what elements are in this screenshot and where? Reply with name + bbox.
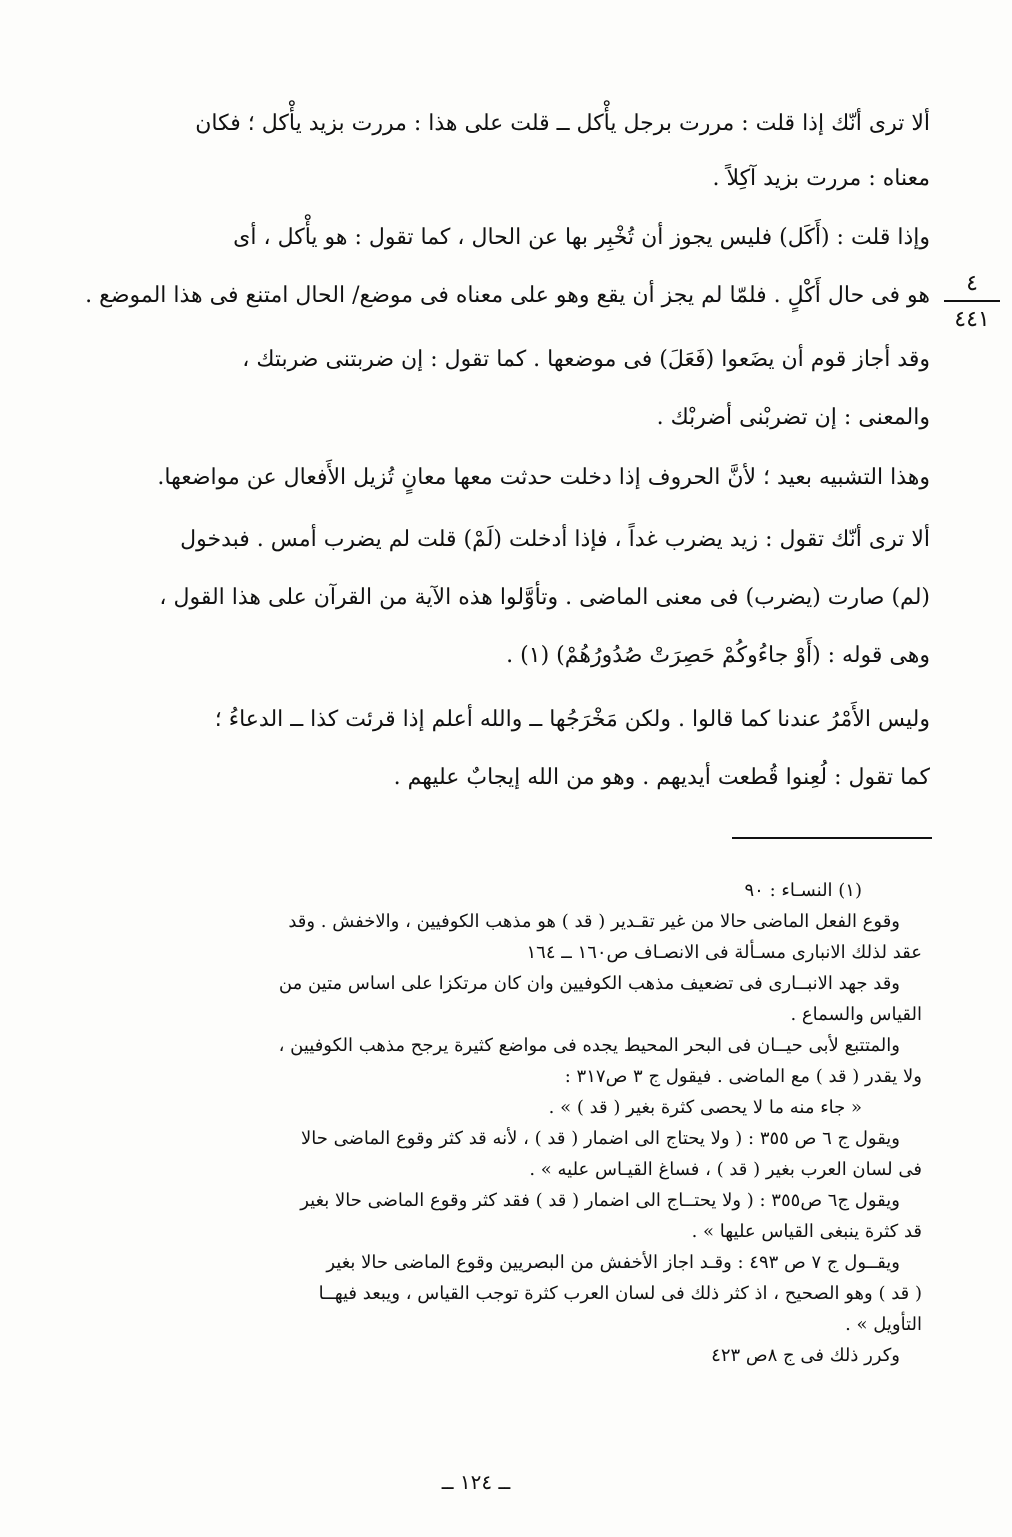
footnote-line: وقوع الفعل الماضى حالا من غير تقـدير ( قد ) هو مذهب الكوفيين ، والاخفش . وقد — [288, 911, 900, 932]
paragraph-2 — [70, 209, 930, 325]
margin-ref-top: ٤ — [944, 272, 1000, 302]
footnote-line: وقد جهد الانبــارى فى تضعيف مذهب الكوفيين وان كان مرتكزا على اساس متين من — [278, 973, 900, 994]
footnote-line: التأويل » . — [845, 1314, 922, 1335]
footnote-line: القياس والسماع . — [790, 1004, 922, 1025]
text-line: والمعنى : إن تضربْنى أضربْك . — [656, 405, 930, 430]
text-line: ألا ترى أنّك إذا قلت : مررت برجل يأْكل ــ قلت على هذا : مررت بزيد يأْكل ؛ فكان — [195, 111, 930, 136]
text-line: ألا ترى أنّك تقول : زيد يضرب غداً ، فإذا أدخلت (لَمْ) قلت لم يضرب أمس . فبدخول — [180, 527, 930, 552]
footnote-line: ويقول ج٦ ص٣٥٥ : ( ولا يحتــاج الى اضمار ( قد ) فقد كثر وقوع الماضى حالا بغير — [300, 1190, 900, 1211]
text-line: وهذا التشبيه بعيد ؛ لأنَّ الحروف إذا دخلت حدثت معها معانٍ تُزيل الأَفعال عن مواضعها. — [157, 465, 930, 490]
paragraph-1 — [70, 95, 930, 205]
main-text — [70, 95, 930, 807]
footnote-separator — [732, 837, 932, 839]
text-line: وليس الأَمْرُ عندنا كما قالوا . ولكن مَخْرَجُها ــ والله أعلم إذا قرئت كذا ــ الدعاءُ ؛ — [214, 707, 930, 732]
paragraph-3 — [70, 331, 930, 447]
footnote-line: فى لسان العرب بغير ( قد ) ، فساغ القيـاس عليه » . — [529, 1159, 922, 1180]
text-line: كما تقول : لُعِنوا قُطعت أيديهم . وهو من الله إيجابٌ عليهم . — [393, 765, 930, 790]
paragraph-6 — [70, 691, 930, 807]
margin-ref-bottom: ٤٤١ — [954, 307, 990, 332]
text-line: معناه : مررت بزيد آكِلاً . — [712, 166, 930, 191]
text-line: وهى قوله : (أَوْ جاءُوكُمْ حَصِرَتْ صُدُورُهُمْ) (١) . — [506, 643, 930, 668]
footnote-line: ( قد ) وهو الصحيح ، اذ كثر ذلك فى لسان العرب كثرة توجب القياس ، ويبعد فيهــا — [318, 1283, 922, 1304]
footnote-line: ولا يقدر ( قد ) مع الماضى . فيقول ج ٣ ص٣١٧ : — [564, 1066, 922, 1087]
footnote-line: قد كثرة ينبغى القياس عليها » . — [691, 1221, 922, 1242]
footnote-line: والمتتبع لأبى حيــان فى البحر المحيط يجده فى مواضع كثيرة يرجح مذهب الكوفيين ، — [278, 1035, 900, 1056]
page-number: ــ ١٢٤ ــ — [441, 1470, 511, 1494]
footnotes — [66, 875, 922, 1371]
footnote-line: ويقول ج ٦ ص ٣٥٥ : ( ولا يحتاج الى اضمار ( قد ) ، لأنه قد كثر وقوع الماضى حالا — [301, 1128, 900, 1149]
text-line: وإذا قلت : (أَكَل) فليس يجوز أن تُخْبِر بها عن الحال ، كما تقول : هو يأْكل ، أى — [233, 225, 930, 250]
paragraph-4 — [70, 449, 930, 507]
text-line: وقد أجاز قوم أن يضَعوا (فَعَلَ) فى موضعها . كما تقول : إن ضربتنى ضربتك ، — [242, 347, 930, 372]
footnote-line: وكرر ذلك فى ج ٨ص ٤٢٣ — [711, 1345, 900, 1366]
footnote-line: ويقــول ج ٧ ص ٤٩٣ : وقـد اجاز الأخفش من البصريين وقوع الماضى حالا بغير — [326, 1252, 900, 1273]
footnote-line: « جاء منه ما لا يحصى كثرة بغير ( قد ) » . — [548, 1097, 862, 1118]
footnote-line: عقد لذلك الانبارى مسـألة فى الانصـاف ص١٦٠ ــ ١٦٤ — [526, 942, 922, 963]
margin-page-reference — [944, 272, 1000, 332]
paragraph-5 — [70, 511, 930, 685]
text-line: هو فى حال أَكْلٍ . فلمّا لم يجز أن يقع وهو على معناه فى موضع/ الحال امتنع فى هذا الموضع . — [85, 283, 930, 308]
footnote-marker: (١) النسـاء : ٩٠ — [744, 880, 862, 901]
text-line: (لم) صارت (يضرب) فى معنى الماضى . وتأوَّلوا هذه الآية من القرآن على هذا القول ، — [159, 585, 930, 610]
